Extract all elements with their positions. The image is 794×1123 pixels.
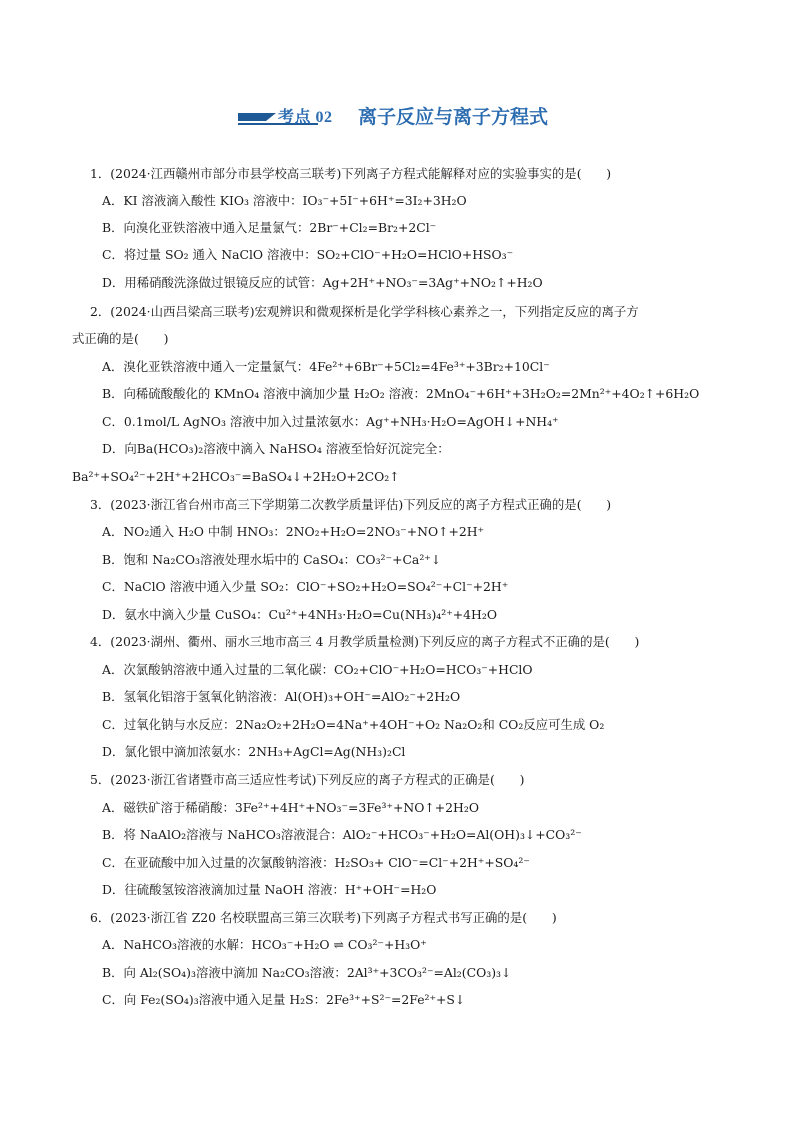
question-4-option-b: B．氢氧化铝溶于氢氧化钠溶液：Al(OH)₃+OH⁻=AlO₂⁻+2H₂O — [102, 689, 461, 704]
question-6-option-a: A．NaHCO₃溶液的水解：HCO₃⁻+H₂O ⇌ CO₃²⁻+H₃O⁺ — [102, 937, 427, 952]
question-6-option-b: B．向 Al₂(SO₄)₃溶液中滴加 Na₂CO₃溶液：2Al³⁺+3CO₃²⁻=Al₂(CO₃)₃↓ — [102, 965, 512, 980]
question-1-stem: 1．(2024·江西赣州市部分市县学校高三联考)下列离子方程式能解释对应的实验事实的是( ) — [90, 166, 612, 181]
question-4-option-c: C．过氧化钠与水反应：2Na₂O₂+2H₂O=4Na⁺+4OH⁻+O₂ Na₂O₂和 CO₂反应可生成 O₂ — [102, 717, 605, 732]
question-3-option-b: B．饱和 Na₂CO₃溶液处理水垢中的 CaSO₄：CO₃²⁻+Ca²⁺↓ — [102, 552, 442, 567]
question-4-option-d: D．氯化银中滴加浓氨水：2NH₃+AgCl=Ag(NH₃)₂Cl — [102, 744, 406, 759]
question-1-option-d: D．用稀硝酸洗涤做过银镜反应的试管：Ag+2H⁺+NO₃⁻=3Ag⁺+NO₂↑+H₂O — [102, 275, 543, 290]
question-1-option-c: C．将过量 SO₂ 通入 NaClO 溶液中：SO₂+ClO⁻+H₂O=HClO+HSO₃⁻ — [102, 247, 514, 262]
question-6-option-c: C．向 Fe₂(SO₄)₃溶液中通入足量 H₂S：2Fe³⁺+S²⁻=2Fe²⁺+S↓ — [102, 992, 466, 1007]
header-arrow-decoration — [266, 113, 276, 121]
question-5-option-c: C．在亚硫酸中加入过量的次氯酸钠溶液：H₂SO₃+ ClO⁻=Cl⁻+2H⁺+SO₄²⁻ — [102, 855, 530, 870]
question-1-option-a: A．KI 溶液滴入酸性 KIO₃ 溶液中：IO₃⁻+5I⁻+6H⁺=3I₂+3H₂O — [102, 193, 467, 208]
question-2-stem-continued: 式正确的是( ) — [72, 331, 169, 346]
header-bar-decoration — [238, 113, 266, 121]
question-1-option-b: B．向溴化亚铁溶液中通入足量氯气：2Br⁻+Cl₂=Br₂+2Cl⁻ — [102, 220, 437, 235]
question-3-stem: 3．(2023·浙江省台州市高三下学期第二次教学质量评估)下列反应的离子方程式正确的是( ) — [90, 497, 612, 512]
question-2-option-a: A．溴化亚铁溶液中通入一定量氯气：4Fe²⁺+6Br⁻+5Cl₂=4Fe³⁺+3Br₂+10Cl⁻ — [102, 359, 550, 374]
question-5-option-d: D．往硫酸氢铵溶液滴加过量 NaOH 溶液：H⁺+OH⁻=H₂O — [102, 882, 437, 897]
question-2-stem: 2．(2024·山西吕梁高三联考)宏观辨识和微观探析是化学学科核心素养之一，下列指定反应的离子方 — [90, 304, 639, 319]
question-2-option-d: D．向Ba(HCO₃)₂溶液中滴入 NaHSO₄ 溶液至恰好沉淀完全： — [102, 441, 450, 456]
question-5-option-a: A．磁铁矿溶于稀硝酸：3Fe²⁺+4H⁺+NO₃⁻=3Fe³⁺+NO↑+2H₂O — [102, 800, 479, 815]
question-2-option-c: C．0.1mol/L AgNO₃ 溶液中加入过量浓氨水：Ag⁺+NH₃·H₂O=AgOH↓+NH₄⁺ — [102, 414, 559, 429]
question-6-stem: 6．(2023·浙江省 Z20 名校联盟高三第三次联考)下列离子方程式书写正确的是( ) — [90, 910, 557, 925]
question-4-stem: 4．(2023·湖州、衢州、丽水三地市高三 4 月教学质量检测)下列反应的离子方程式不正确的是( ) — [90, 634, 640, 649]
section-title: 离子反应与离子方程式 — [358, 106, 549, 128]
section-header — [0, 104, 794, 132]
question-2-option-d-continued: Ba²⁺+SO₄²⁻+2H⁺+2HCO₃⁻=BaSO₄↓+2H₂O+2CO₂↑ — [72, 469, 400, 484]
question-5-option-b: B．将 NaAlO₂溶液与 NaHCO₃溶液混合：AlO₂⁻+HCO₃⁻+H₂O=Al(OH)₃↓+CO₃²⁻ — [102, 827, 582, 842]
section-tag: 考点 02 — [278, 109, 333, 126]
question-2-option-b: B．向稀硫酸酸化的 KMnO₄ 溶液中滴加少量 H₂O₂ 溶液：2MnO₄⁻+6H⁺+3H₂O₂=2Mn²⁺+4O₂↑+6H₂O — [102, 386, 700, 401]
question-3-option-a: A．NO₂通入 H₂O 中制 HNO₃：2NO₂+H₂O=2NO₃⁻+NO↑+2H⁺ — [102, 524, 485, 539]
question-3-option-d: D．氨水中滴入少量 CuSO₄：Cu²⁺+4NH₃·H₂O=Cu(NH₃)₄²⁺+4H₂O — [102, 607, 497, 622]
question-5-stem: 5．(2023·浙江省诸暨市高三适应性考试)下列反应的离子方程式的正确是( ) — [90, 772, 525, 787]
question-3-option-c: C．NaClO 溶液中通入少量 SO₂：ClO⁻+SO₂+H₂O=SO₄²⁻+Cl⁻+2H⁺ — [102, 579, 509, 594]
question-4-option-a: A．次氯酸钠溶液中通入过量的二氧化碳：CO₂+ClO⁻+H₂O=HCO₃⁻+HClO — [102, 662, 533, 677]
